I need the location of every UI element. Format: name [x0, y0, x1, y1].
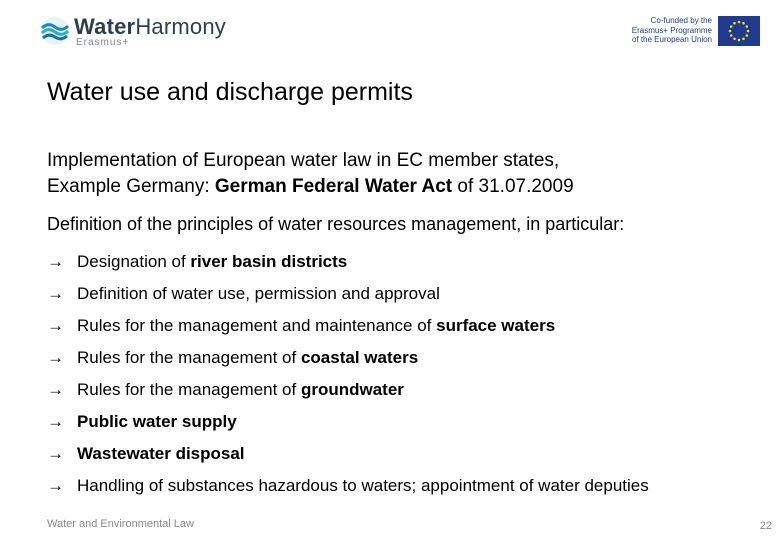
- principles-list: [47, 250, 649, 506]
- definition-text: Definition of the principles of water resources management, in particular:: [47, 214, 625, 234]
- list-item: → Rules for the management and maintenance of surface waters: [47, 314, 649, 346]
- eu-cofunded-logo: [618, 16, 760, 48]
- list-item: → Rules for the management of groundwater: [47, 378, 649, 410]
- list-item: → Handling of substances hazardous to waters; appointment of water deputies: [47, 474, 649, 506]
- arrow-right-icon: →: [47, 412, 64, 431]
- slide-title: Water use and discharge permits: [47, 78, 413, 106]
- slide-intro: [47, 148, 574, 200]
- arrow-right-icon: →: [47, 380, 64, 399]
- arrow-right-icon: →: [47, 444, 64, 463]
- page-number: 22: [759, 520, 772, 532]
- list-item: → Rules for the management of coastal waters: [47, 346, 649, 378]
- arrow-right-icon: →: [47, 316, 64, 335]
- list-item: → Wastewater disposal: [47, 442, 649, 474]
- list-item: → Public water supply: [47, 410, 649, 442]
- water-wave-icon: [40, 16, 70, 46]
- list-item: → Designation of river basin districts: [47, 250, 649, 282]
- logo-subtitle: Erasmus+: [76, 37, 130, 48]
- arrow-right-icon: →: [47, 348, 64, 367]
- footer-course-title: Water and Environmental Law: [47, 518, 194, 530]
- list-item: → Definition of water use, permission and approval: [47, 282, 649, 314]
- arrow-right-icon: →: [47, 284, 64, 303]
- intro-line-2: Example Germany: German Federal Water Act of 31.07.2009: [47, 176, 574, 197]
- arrow-right-icon: →: [47, 476, 64, 495]
- intro-line-1: Implementation of European water law in EC member states,: [47, 150, 560, 171]
- eu-cofunded-text: Co-funded by the Erasmus+ Programme of the European Union: [631, 16, 712, 44]
- logo-brand-text: WaterHarmony: [74, 14, 226, 39]
- arrow-right-icon: →: [47, 252, 64, 271]
- eu-flag-icon: [718, 16, 760, 46]
- water-harmony-logo: [40, 14, 240, 48]
